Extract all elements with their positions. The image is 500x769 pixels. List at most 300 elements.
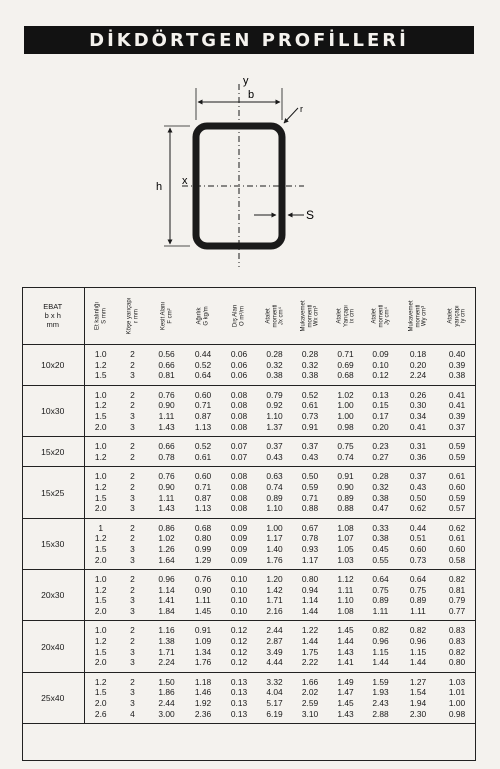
value-cell: 0.10 — [230, 584, 248, 595]
value-cell: 2.02 — [301, 687, 319, 698]
value-cell: 0.37 — [301, 441, 319, 452]
value-cell: 3 — [130, 687, 135, 698]
table-row — [22, 360, 476, 371]
value-cell: 0.47 — [372, 503, 389, 514]
value-cell: 0.09 — [372, 349, 389, 359]
value-cell: 0.57 — [448, 503, 466, 514]
value-cell: 1.2 — [94, 359, 107, 370]
column-header-label: Mukavemet momenti Wx cm³ — [300, 299, 320, 332]
value-cell: 0.28 — [372, 471, 389, 482]
value-cell: 0.44 — [194, 349, 212, 359]
value-cell: 0.87 — [194, 410, 212, 421]
value-cell: 0.30 — [409, 400, 427, 411]
value-cell: 0.06 — [230, 359, 248, 370]
profile-cross-section-diagram — [150, 72, 350, 272]
value-cell: 0.99 — [194, 543, 212, 554]
value-cell: 1.00 — [448, 698, 466, 709]
value-cell: 3 — [130, 698, 135, 709]
value-cell: 1.66 — [301, 676, 319, 687]
value-cell: 2.0 — [94, 554, 107, 565]
value-cell: 0.64 — [194, 370, 212, 381]
value-cell: 1 — [98, 522, 104, 533]
value-cell: 6.19 — [266, 708, 283, 719]
value-cell: 0.06 — [230, 370, 248, 381]
column-header — [438, 287, 476, 345]
value-cell: 0.61 — [194, 451, 212, 462]
value-cell: 1.64 — [158, 554, 175, 565]
value-cell: 0.41 — [448, 400, 466, 411]
size-cell: 25x40 — [22, 672, 84, 723]
value-cell: 0.45 — [372, 543, 389, 554]
value-cell: 0.69 — [337, 359, 354, 370]
height-label-h: h — [156, 181, 163, 193]
value-cell: 1.5 — [94, 543, 107, 554]
value-cell: 0.43 — [409, 481, 427, 492]
value-cell: 1.0 — [94, 574, 107, 585]
value-cell: 0.08 — [230, 421, 248, 432]
value-cell: 0.83 — [448, 625, 466, 636]
value-cell: 0.12 — [372, 370, 389, 381]
value-cell: 1.86 — [158, 687, 175, 698]
value-cell: 2.0 — [94, 605, 107, 616]
value-cell: 1.40 — [266, 543, 283, 554]
table-row — [22, 467, 476, 482]
value-cell: 0.64 — [372, 574, 389, 585]
value-cell: 0.83 — [448, 636, 466, 647]
value-cell: 1.76 — [266, 554, 283, 565]
value-cell: 0.58 — [448, 554, 466, 565]
y-axis-label: y — [243, 75, 249, 87]
column-header — [148, 287, 185, 345]
value-cell: 0.38 — [448, 370, 466, 381]
value-cell: 0.66 — [158, 359, 175, 370]
value-cell: 0.73 — [301, 410, 319, 421]
value-cell: 0.79 — [266, 389, 283, 400]
value-cell: 0.71 — [194, 481, 212, 492]
value-cell: 2.0 — [94, 657, 107, 668]
value-cell: 2 — [130, 451, 135, 462]
size-group — [22, 570, 476, 621]
value-cell: 0.09 — [230, 554, 248, 565]
value-cell: 0.34 — [409, 410, 427, 421]
value-cell: 1.44 — [301, 605, 319, 616]
value-cell: 2 — [130, 625, 135, 636]
column-header-label: Atalet momenti Jx cm⁴ — [264, 303, 284, 328]
value-cell: 1.17 — [266, 533, 283, 544]
value-cell: 0.38 — [266, 370, 283, 381]
value-cell: 0.09 — [230, 533, 248, 544]
value-cell: 2.0 — [94, 503, 107, 514]
value-cell: 2 — [130, 389, 135, 400]
value-cell: 5.17 — [266, 698, 283, 709]
value-cell: 0.61 — [448, 471, 466, 482]
value-cell: 0.71 — [337, 349, 354, 359]
value-cell: 1.02 — [337, 389, 354, 400]
value-cell: 1.27 — [409, 676, 427, 687]
size-group — [22, 518, 476, 569]
value-cell: 1.45 — [337, 625, 354, 636]
value-cell: 1.44 — [372, 657, 389, 668]
value-cell: 0.60 — [409, 543, 427, 554]
value-cell: 1.01 — [448, 687, 466, 698]
value-cell: 4.44 — [266, 657, 283, 668]
size-group — [22, 385, 476, 436]
value-cell: 0.89 — [409, 595, 427, 606]
value-cell: 0.94 — [301, 584, 319, 595]
value-cell: 0.81 — [158, 370, 175, 381]
value-cell: 1.10 — [337, 595, 354, 606]
value-cell: 1.0 — [94, 389, 107, 400]
value-cell: 1.2 — [94, 400, 107, 411]
table-row — [22, 555, 476, 570]
size-group — [22, 437, 476, 467]
value-cell: 0.43 — [266, 451, 283, 462]
value-cell: 1.17 — [301, 554, 319, 565]
value-cell: 1.00 — [266, 522, 283, 533]
value-cell: 0.06 — [230, 349, 248, 359]
value-cell: 1.2 — [94, 676, 107, 687]
column-header-label: Ağırlık G kg/m — [196, 305, 209, 326]
value-cell: 2 — [130, 584, 135, 595]
value-cell: 3 — [130, 646, 135, 657]
value-cell: 1.41 — [158, 595, 175, 606]
value-cell: 0.10 — [230, 605, 248, 616]
table-row — [22, 698, 476, 709]
value-cell: 1.84 — [158, 605, 175, 616]
value-cell: 0.82 — [448, 646, 466, 657]
value-cell: 1.00 — [337, 410, 354, 421]
column-header — [84, 287, 117, 345]
value-cell: 2 — [130, 400, 135, 411]
value-cell: 0.89 — [372, 595, 389, 606]
value-cell: 1.26 — [158, 543, 175, 554]
value-cell: 1.2 — [94, 636, 107, 647]
value-cell: 2 — [130, 481, 135, 492]
value-cell: 0.08 — [230, 410, 248, 421]
width-label-b: b — [248, 89, 255, 101]
size-cell: 15x20 — [22, 437, 84, 467]
value-cell: 1.44 — [301, 636, 319, 647]
column-header — [185, 287, 221, 345]
value-cell: 1.41 — [337, 657, 354, 668]
column-header-label: Kesit Alanı F cm² — [160, 301, 173, 330]
value-cell: 0.90 — [158, 481, 175, 492]
value-cell: 1.75 — [301, 646, 319, 657]
value-cell: 0.62 — [448, 522, 466, 533]
table-row — [22, 621, 476, 636]
value-cell: 1.43 — [158, 503, 175, 514]
value-cell: 0.96 — [409, 636, 427, 647]
value-cell: 1.2 — [94, 584, 107, 595]
value-cell: 0.37 — [409, 471, 427, 482]
value-cell: 1.15 — [409, 646, 427, 657]
value-cell: 2.24 — [409, 370, 427, 381]
value-cell: 1.13 — [194, 503, 212, 514]
value-cell: 0.38 — [372, 533, 389, 544]
value-cell: 0.27 — [372, 451, 389, 462]
value-cell: 0.51 — [409, 533, 427, 544]
table-row — [22, 422, 476, 437]
value-cell: 0.75 — [337, 441, 354, 452]
value-cell: 2 — [130, 676, 135, 687]
value-cell: 0.62 — [409, 503, 427, 514]
value-cell: 0.91 — [194, 625, 212, 636]
value-cell: 0.82 — [448, 574, 466, 585]
value-cell: 0.66 — [158, 441, 175, 452]
table-row — [22, 657, 476, 672]
value-cell: 0.13 — [230, 676, 248, 687]
size-cell: 15x25 — [22, 467, 84, 518]
value-cell: 0.32 — [372, 481, 389, 492]
column-header — [117, 287, 148, 345]
value-cell: 0.08 — [230, 471, 248, 482]
value-cell: 0.68 — [194, 522, 212, 533]
table-row — [22, 585, 476, 596]
page-title: DİKDÖRTGEN PROFİLLERİ — [24, 26, 474, 54]
value-cell: 0.20 — [409, 359, 427, 370]
value-cell: 1.94 — [409, 698, 427, 709]
value-cell: 0.08 — [230, 481, 248, 492]
value-cell: 0.89 — [337, 492, 354, 503]
value-cell: 1.5 — [94, 492, 107, 503]
value-cell: 1.0 — [94, 471, 107, 482]
value-cell: 0.52 — [194, 441, 212, 452]
table-row — [22, 709, 476, 724]
value-cell: 0.09 — [230, 522, 248, 533]
value-cell: 1.71 — [158, 646, 175, 657]
value-cell: 1.59 — [372, 676, 389, 687]
table-row — [22, 452, 476, 467]
value-cell: 0.13 — [230, 698, 248, 709]
table-row — [22, 687, 476, 698]
value-cell: 0.33 — [372, 522, 389, 533]
value-cell: 0.60 — [448, 481, 466, 492]
value-cell: 0.43 — [301, 451, 319, 462]
value-cell: 1.29 — [194, 554, 212, 565]
value-cell: 0.78 — [301, 533, 319, 544]
column-header — [398, 287, 438, 345]
value-cell: 0.12 — [230, 636, 248, 647]
value-cell: 1.0 — [94, 625, 107, 636]
value-cell: 0.60 — [194, 471, 212, 482]
value-cell: 0.20 — [372, 421, 389, 432]
value-cell: 1.08 — [337, 605, 354, 616]
value-cell: 0.67 — [301, 522, 319, 533]
value-cell: 3 — [130, 421, 135, 432]
value-cell: 2 — [130, 522, 135, 533]
value-cell: 0.79 — [448, 595, 466, 606]
value-cell: 1.43 — [158, 421, 175, 432]
table-header-row — [22, 287, 476, 345]
value-cell: 0.52 — [301, 389, 319, 400]
value-cell: 0.37 — [266, 441, 283, 452]
value-cell: 1.14 — [301, 595, 319, 606]
value-cell: 0.28 — [266, 349, 283, 359]
value-cell: 1.93 — [372, 687, 389, 698]
value-cell: 0.98 — [337, 421, 354, 432]
value-cell: 0.90 — [158, 400, 175, 411]
value-cell: 0.60 — [448, 543, 466, 554]
value-cell: 0.41 — [409, 421, 427, 432]
value-cell: 0.13 — [372, 389, 389, 400]
value-cell: 2 — [130, 359, 135, 370]
column-header — [363, 287, 398, 345]
value-cell: 0.38 — [372, 492, 389, 503]
value-cell: 2.6 — [94, 708, 107, 719]
size-group — [22, 467, 476, 518]
value-cell: 1.16 — [158, 625, 175, 636]
value-cell: 2.0 — [94, 421, 107, 432]
value-cell: 0.76 — [158, 471, 175, 482]
value-cell: 0.61 — [301, 400, 319, 411]
value-cell: 0.71 — [194, 400, 212, 411]
column-header — [221, 287, 257, 345]
value-cell: 0.68 — [337, 370, 354, 381]
value-cell: 0.12 — [230, 625, 248, 636]
size-group — [22, 345, 476, 386]
value-cell: 1.0 — [94, 349, 107, 359]
value-cell: 1.05 — [337, 543, 354, 554]
value-cell: 0.10 — [230, 574, 248, 585]
value-cell: 0.40 — [448, 349, 466, 359]
value-cell: 2.36 — [194, 708, 212, 719]
value-cell: 1.45 — [194, 605, 212, 616]
value-cell: 1.50 — [158, 676, 175, 687]
value-cell: 3 — [130, 503, 135, 514]
value-cell: 0.52 — [194, 359, 212, 370]
value-cell: 0.74 — [266, 481, 283, 492]
value-cell: 4 — [130, 708, 135, 719]
value-cell: 1.5 — [94, 410, 107, 421]
value-cell: 2.87 — [266, 636, 283, 647]
table-row — [22, 345, 476, 360]
value-cell: 1.22 — [301, 625, 319, 636]
value-cell: 0.71 — [301, 492, 319, 503]
value-cell: 2.0 — [94, 698, 107, 709]
value-cell: 1.2 — [94, 481, 107, 492]
value-cell: 1.12 — [337, 574, 354, 585]
value-cell: 3 — [130, 605, 135, 616]
value-cell: 1.37 — [266, 421, 283, 432]
ebat-header — [22, 287, 84, 345]
value-cell: 0.38 — [301, 370, 319, 381]
value-cell: 0.32 — [301, 359, 319, 370]
value-cell: 0.50 — [301, 471, 319, 482]
value-cell: 0.07 — [230, 441, 248, 452]
value-cell: 0.73 — [409, 554, 427, 565]
value-cell: 1.2 — [94, 451, 107, 462]
value-cell: 3 — [130, 543, 135, 554]
value-cell: 2.16 — [266, 605, 283, 616]
value-cell: 2 — [130, 574, 135, 585]
value-cell: 0.90 — [337, 481, 354, 492]
table-row — [22, 533, 476, 544]
value-cell: 0.28 — [301, 349, 319, 359]
table-row — [22, 385, 476, 400]
table-row — [22, 595, 476, 606]
table-row — [22, 437, 476, 452]
value-cell: 0.75 — [372, 584, 389, 595]
value-cell: 1.47 — [337, 687, 354, 698]
value-cell: 0.77 — [448, 605, 466, 616]
value-cell: 0.98 — [448, 708, 466, 719]
column-header — [328, 287, 363, 345]
column-header — [257, 287, 292, 345]
value-cell: 1.44 — [337, 636, 354, 647]
value-cell: 1.14 — [158, 584, 175, 595]
column-header-label: Mukavemet momenti Wy cm³ — [408, 299, 428, 332]
value-cell: 1.0 — [94, 441, 107, 452]
value-cell: 0.26 — [409, 389, 427, 400]
size-cell: 10x20 — [22, 345, 84, 386]
value-cell: 1.92 — [194, 698, 212, 709]
value-cell: 1.76 — [194, 657, 212, 668]
value-cell: 0.80 — [301, 574, 319, 585]
value-cell: 1.11 — [410, 605, 426, 616]
value-cell: 0.10 — [372, 359, 389, 370]
value-cell: 0.82 — [372, 625, 389, 636]
value-cell: 2.44 — [266, 625, 283, 636]
value-cell: 1.49 — [337, 676, 354, 687]
value-cell: 0.55 — [372, 554, 389, 565]
value-cell: 0.75 — [409, 584, 427, 595]
size-cell: 10x30 — [22, 385, 84, 436]
value-cell: 0.76 — [194, 574, 212, 585]
table-row — [22, 411, 476, 422]
value-cell: 1.54 — [409, 687, 427, 698]
value-cell: 0.44 — [409, 522, 427, 533]
value-cell: 0.80 — [194, 533, 212, 544]
value-cell: 0.59 — [448, 441, 466, 452]
value-cell: 0.92 — [266, 400, 283, 411]
value-cell: 3 — [130, 370, 135, 381]
column-header-label: Köşe yarıçapı r mm — [126, 297, 139, 334]
value-cell: 0.90 — [194, 584, 212, 595]
value-cell: 1.11 — [372, 605, 389, 616]
value-cell: 1.13 — [194, 421, 212, 432]
value-cell: 0.39 — [448, 359, 466, 370]
value-cell: 0.36 — [409, 451, 427, 462]
value-cell: 0.23 — [372, 441, 389, 452]
value-cell: 3.10 — [301, 708, 319, 719]
table-row — [22, 570, 476, 585]
value-cell: 0.76 — [158, 389, 175, 400]
value-cell: 2.43 — [372, 698, 389, 709]
value-cell: 3 — [130, 554, 135, 565]
value-cell: 1.07 — [337, 533, 354, 544]
value-cell: 0.17 — [372, 410, 389, 421]
value-cell: 0.81 — [448, 584, 466, 595]
value-cell: 4.04 — [266, 687, 283, 698]
table-row — [22, 503, 476, 518]
value-cell: 2 — [130, 471, 135, 482]
value-cell: 2 — [130, 441, 135, 452]
value-cell: 0.39 — [448, 410, 466, 421]
value-cell: 1.03 — [448, 676, 466, 687]
value-cell: 1.43 — [337, 646, 354, 657]
value-cell: 2.22 — [301, 657, 319, 668]
value-cell: 0.59 — [301, 481, 319, 492]
value-cell: 0.56 — [158, 349, 175, 359]
thickness-label-s: S — [306, 208, 315, 222]
value-cell: 1.2 — [94, 533, 107, 544]
value-cell: 0.13 — [230, 687, 248, 698]
table-row — [22, 400, 476, 411]
column-header — [292, 287, 328, 345]
value-cell: 0.74 — [337, 451, 354, 462]
value-cell: 0.10 — [230, 595, 248, 606]
value-cell: 2 — [130, 533, 135, 544]
